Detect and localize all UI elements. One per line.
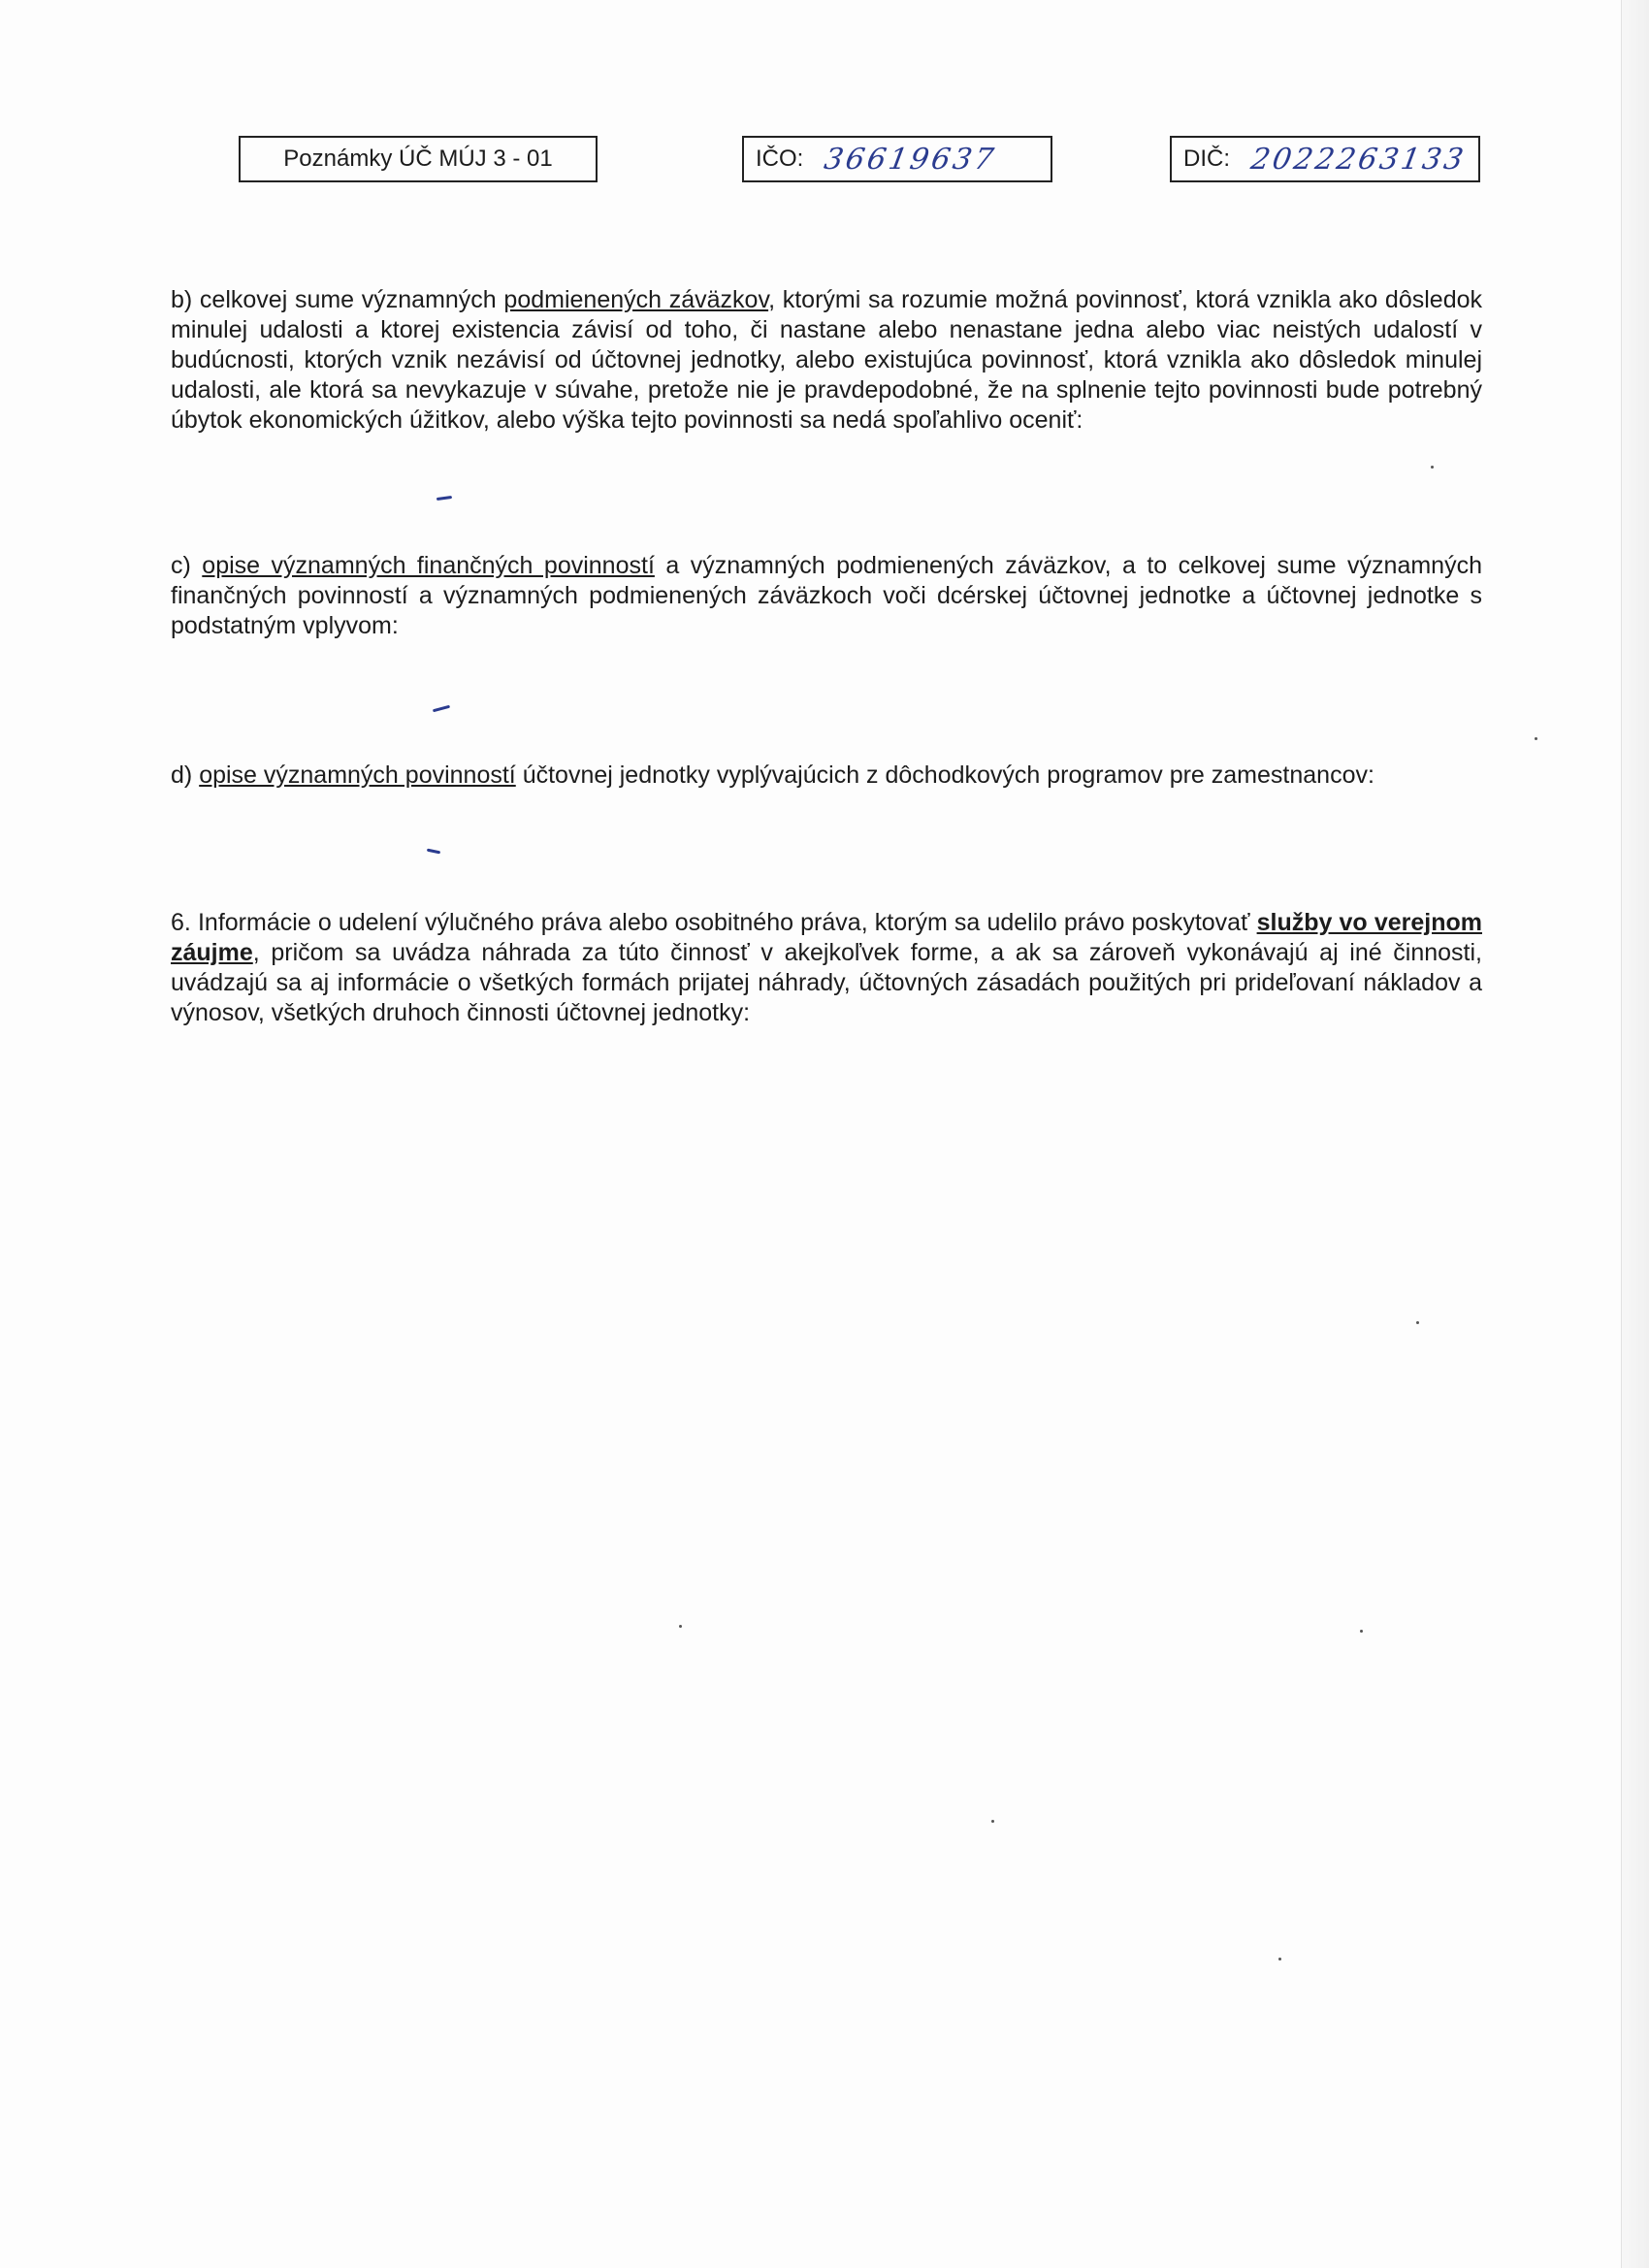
dic-value: 2022263133: [1247, 142, 1469, 177]
ico-label: IČO:: [756, 146, 804, 172]
section-6-prefix: 6. Informácie o udelení výlučného práva alebo osobitného práva, ktorým sa udelilo právo poskytovať: [171, 909, 1257, 936]
section-6-rest: , pričom sa uvádza náhrada za túto činnosť v akejkoľvek forme, a ak sa zároveň vykonávajú aj iné činnosti, uvádzajú sa aj informácie o všetkých formách prijatej náhrady, účtovných zásadách použitých pri prideľovaní nákladov a výnosov, všetkých druhoch činnosti účtovnej jednotky:: [171, 939, 1482, 1026]
scan-edge: [1621, 0, 1649, 2268]
section-c-underlined: opise významných finančných povinností: [202, 552, 655, 579]
scan-speck: [679, 1625, 682, 1628]
scan-speck: [991, 1820, 994, 1823]
ico-box: [742, 136, 1052, 182]
section-b-rest: , ktorými sa rozumie možná povinnosť, ktorá vznikla ako dôsledok minulej udalosti a ktorej existencia závisí od toho, či nastane alebo nenastane jedna alebo viac neistých udalostí v budúcnosti, ktorých vznik nezávisí od účtovnej jednotky, alebo existujúca povinnosť, ktorá vznikla ako dôsledok minulej udalosti, ale ktorá sa nevykazuje v súvahe, pretože nie je pravdepodobné, že na splnenie tejto povinnosti bude potrebný úbytok ekonomických úžitkov, alebo výška tejto povinnosti sa nedá spoľahlivo oceniť:: [171, 286, 1483, 434]
section-6-text: [171, 908, 1482, 1028]
section-b-underlined: podmienených záväzkov: [503, 286, 769, 313]
dic-label: DIČ:: [1183, 146, 1230, 172]
section-b-prefix: b) celkovej sume významných: [171, 286, 504, 313]
section-6-bold-underlined: služby vo verejnom záujme: [171, 909, 1482, 966]
section-d-prefix: d): [171, 761, 200, 789]
scan-speck: [1535, 737, 1537, 740]
scan-speck: [1278, 1958, 1281, 1960]
section-c-prefix: c): [171, 552, 203, 579]
scan-speck: [1360, 1630, 1363, 1633]
scan-speck: [1431, 466, 1434, 469]
section-b-answer-dash: [436, 496, 452, 501]
section-b-text: [171, 285, 1482, 436]
section-d-answer-dash: [427, 849, 440, 855]
section-d-underlined: opise významných povinností: [199, 761, 516, 789]
section-c-answer-dash: [433, 705, 450, 713]
scan-speck: [1416, 1321, 1419, 1324]
section-c-text: [171, 551, 1482, 641]
section-d-rest: účtovnej jednotky vyplývajúcich z dôchodkových programov pre zamestnancov:: [515, 761, 1374, 789]
form-label: Poznámky ÚČ MÚJ 3 - 01: [283, 146, 553, 172]
section-d-text: [171, 761, 1482, 791]
dic-box: [1170, 136, 1480, 182]
section-c-rest: a významných podmienených záväzkov, a to celkovej sume významných finančných povinností a významných podmienených záväzkoch voči dcérskej účtovnej jednotke a účtovnej jednotke s podstatným vplyvom:: [171, 552, 1482, 639]
form-label-box: [239, 136, 598, 182]
ico-value: 36619637: [822, 142, 1000, 177]
